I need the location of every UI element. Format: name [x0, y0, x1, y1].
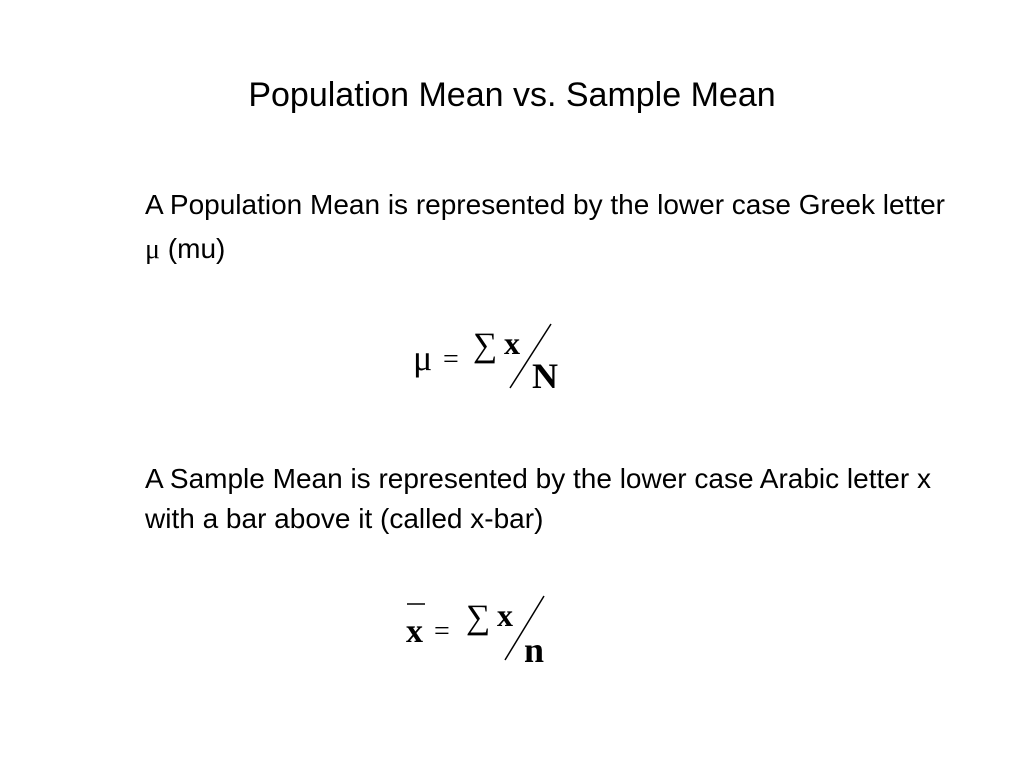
formula-mu-lhs: μ — [413, 338, 433, 378]
population-mean-formula — [405, 318, 575, 398]
mu-pronunciation: (mu) — [160, 233, 226, 264]
mu-symbol: μ — [145, 234, 161, 265]
formula-equals-sign: = — [443, 344, 459, 375]
sigma-icon: ∑ — [473, 327, 498, 364]
sample-mean-formula — [398, 590, 568, 670]
formula-numerator-x: x — [497, 597, 513, 633]
formula-denominator-n: n — [524, 630, 545, 670]
formula-x-bar-lhs: x — [406, 613, 423, 650]
sigma-icon: ∑ — [466, 599, 491, 636]
formula-equals-sign: = — [434, 616, 450, 647]
formula-numerator-x: x — [504, 325, 520, 361]
formula-denominator-N: N — [532, 356, 558, 396]
population-mean-description — [145, 183, 965, 272]
population-description-text: A Population Mean is represented by the lower case Greek letter — [145, 189, 945, 220]
sample-mean-description: A Sample Mean is represented by the lower case Arabic letter x with a bar above it (called x-bar) — [145, 463, 931, 534]
slide-title: Population Mean vs. Sample Mean — [248, 76, 776, 114]
